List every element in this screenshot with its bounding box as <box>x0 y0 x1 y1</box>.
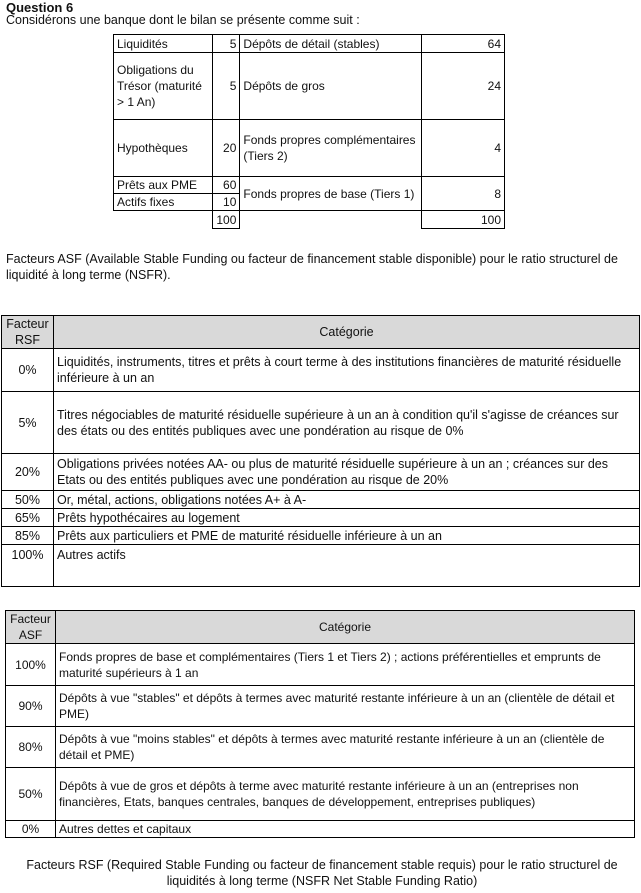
asset-label: Hypothèques <box>114 120 213 177</box>
category-text: Autres actifs <box>54 545 640 587</box>
factor-value: 50% <box>2 491 54 509</box>
rsf-factor-table <box>1 315 640 587</box>
factor-header: Facteur ASF <box>6 611 56 644</box>
table-row <box>2 545 640 587</box>
category-text: Prêts aux particuliers et PME de maturité résiduelle inférieure à un an <box>54 527 640 545</box>
table-row <box>2 527 640 545</box>
question-title: Question 6 <box>6 0 74 15</box>
category-header: Catégorie <box>54 316 640 349</box>
balance-row <box>114 177 505 194</box>
factor-value: 85% <box>2 527 54 545</box>
balance-row <box>114 53 505 120</box>
balance-row <box>114 35 505 53</box>
category-text: Autres dettes et capitaux <box>56 821 635 838</box>
factor-value: 20% <box>2 454 54 491</box>
table-header-row <box>6 611 635 644</box>
balance-sheet-table <box>113 34 505 229</box>
asf-factor-table <box>5 610 635 838</box>
asset-label: Obligations du Trésor (maturité > 1 An) <box>114 53 213 120</box>
category-text: Titres négociables de maturité résiduelle supérieure à un an à condition qu'il s'agisse de créances sur des états ou des entités publiques avec une pondération au risque de 0% <box>54 392 640 454</box>
factor-value: 100% <box>6 644 56 686</box>
category-header: Catégorie <box>56 611 635 644</box>
table-row <box>6 644 635 686</box>
asset-label: Actifs fixes <box>114 194 213 211</box>
liability-label: Fonds propres complémentaires (Tiers 2) <box>240 120 422 177</box>
factor-value: 50% <box>6 768 56 821</box>
asset-value: 5 <box>213 35 240 53</box>
table-header-row <box>2 316 640 349</box>
table-row <box>6 727 635 768</box>
liability-label: Dépôts de gros <box>240 53 422 120</box>
asset-label: Liquidités <box>114 35 213 53</box>
asset-value: 20 <box>213 120 240 177</box>
liability-value: 8 <box>422 177 505 211</box>
table-row <box>6 686 635 727</box>
asset-value: 60 <box>213 177 240 194</box>
table-row <box>2 349 640 392</box>
factor-value: 100% <box>2 545 54 587</box>
category-text: Prêts hypothécaires au logement <box>54 509 640 527</box>
factor-value: 0% <box>6 821 56 838</box>
question-intro: Considérons une banque dont le bilan se présente comme suit : <box>6 13 360 27</box>
table-row <box>2 454 640 491</box>
asset-total: 100 <box>213 211 240 229</box>
table-row <box>6 768 635 821</box>
factor-value: 80% <box>6 727 56 768</box>
rsf-description: Facteurs RSF (Required Stable Funding ou facteur de financement stable requis) pour le ratio structurel de liquidités à long terme (NSFR Net Stable Funding Ratio) <box>26 858 618 888</box>
asset-label: Prêts aux PME <box>114 177 213 194</box>
liability-label: Dépôts de détail (stables) <box>240 35 422 53</box>
category-text: Liquidités, instruments, titres et prêts à court terme à des institutions financières de maturité résiduelle inférieure à un an <box>54 349 640 392</box>
category-text: Dépôts à vue de gros et dépôts à terme avec maturité restante inférieure à un an (entreprises non financières, Etats, banques centrales, banques de développement, entreprises publiques) <box>56 768 635 821</box>
table-row <box>2 392 640 454</box>
table-row <box>2 509 640 527</box>
factor-value: 90% <box>6 686 56 727</box>
liability-value: 64 <box>422 35 505 53</box>
liability-total: 100 <box>422 211 505 229</box>
factor-value: 0% <box>2 349 54 392</box>
factor-header: Facteur RSF <box>2 316 54 349</box>
table-row <box>2 491 640 509</box>
category-text: Or, métal, actions, obligations notées A+ à A- <box>54 491 640 509</box>
category-text: Dépôts à vue "stables" et dépôts à termes avec maturité restante inférieure à un an (clientèle de détail et PME) <box>56 686 635 727</box>
factor-value: 65% <box>2 509 54 527</box>
liability-value: 24 <box>422 53 505 120</box>
balance-total-row <box>114 211 505 229</box>
category-text: Obligations privées notées AA- ou plus de maturité résiduelle supérieure à un an ; créances sur des Etats ou des entités publiques avec une pondération au risque de 20% <box>54 454 640 491</box>
factor-value: 5% <box>2 392 54 454</box>
balance-row <box>114 120 505 177</box>
asset-value: 5 <box>213 53 240 120</box>
liability-label: Fonds propres de base (Tiers 1) <box>240 177 422 211</box>
category-text: Fonds propres de base et complémentaires (Tiers 1 et Tiers 2) ; actions préférentielles et emprunts de maturité supérieurs à 1 an <box>56 644 635 686</box>
liability-value: 4 <box>422 120 505 177</box>
asf-description: Facteurs ASF (Available Stable Funding ou facteur de financement stable disponible) pour le ratio structurel de liquidité à long terme (NSFR). <box>6 252 618 282</box>
asset-value: 10 <box>213 194 240 211</box>
table-row <box>6 821 635 838</box>
category-text: Dépôts à vue "moins stables" et dépôts à termes avec maturité restante inférieure à un an (clientèle de détail et PME) <box>56 727 635 768</box>
